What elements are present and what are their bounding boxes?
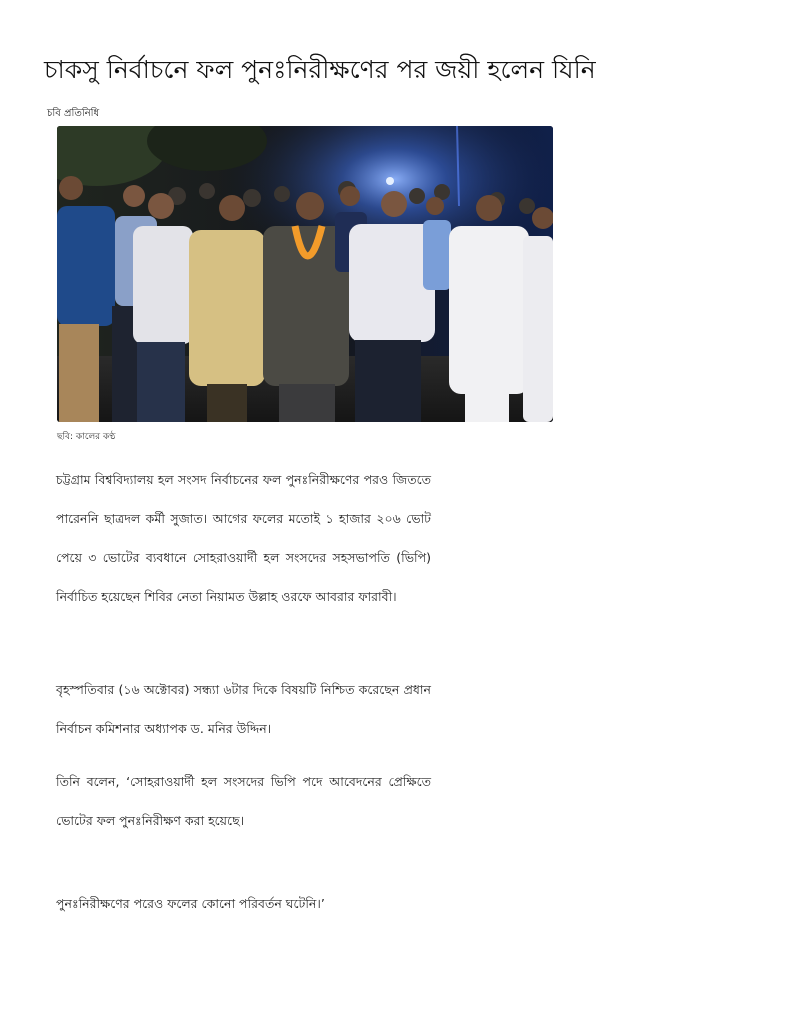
article-headline: চাকসু নির্বাচনে ফল পুনঃনিরীক্ষণের পর জয়ী হলেন যিনি	[44, 55, 596, 84]
photo-caption: ছবি: কালের কণ্ঠ	[57, 432, 116, 442]
photo-illustration	[57, 126, 553, 422]
article-paragraph: পুনঃনিরীক্ষণের পরেও ফলের কোনো পরিবর্তন ঘটেনি।’	[56, 896, 325, 911]
article-paragraph: তিনি বলেন, ‘সোহরাওয়ার্দী হল সংসদের ভিপি পদে আবেদনের প্রেক্ষিতে ভোটের ফল পুনঃনিরীক্ষণ করা হয়েছে।	[56, 774, 431, 828]
article-paragraph: চট্টগ্রাম বিশ্ববিদ্যালয় হল সংসদ নির্বাচনের ফল পুনঃনিরীক্ষণের পরও জিততে পারেননি ছাত্রদল কর্মী সুজাত। আগের ফলের মতোই ১ হাজার ২০৬ ভোট পেয়ে ৩ ভোটের ব্যবধানে সোহরাওয়ার্দী হল সংসদের সহসভাপতি (ভিপি) নির্বাচিত হয়েছেন শিবির নেতা নিয়ামত উল্লাহ ওরফে আবরার ফারাবী।	[56, 472, 431, 604]
article-byline: চবি প্রতিনিধি	[47, 108, 100, 119]
article-photo	[57, 126, 553, 422]
article-paragraph: বৃহস্পতিবার (১৬ অক্টোবর) সন্ধ্যা ৬টার দিকে বিষয়টি নিশ্চিত করেছেন প্রধান নির্বাচন কমিশনার অধ্যাপক ড. মনির উদ্দিন।	[56, 682, 431, 736]
